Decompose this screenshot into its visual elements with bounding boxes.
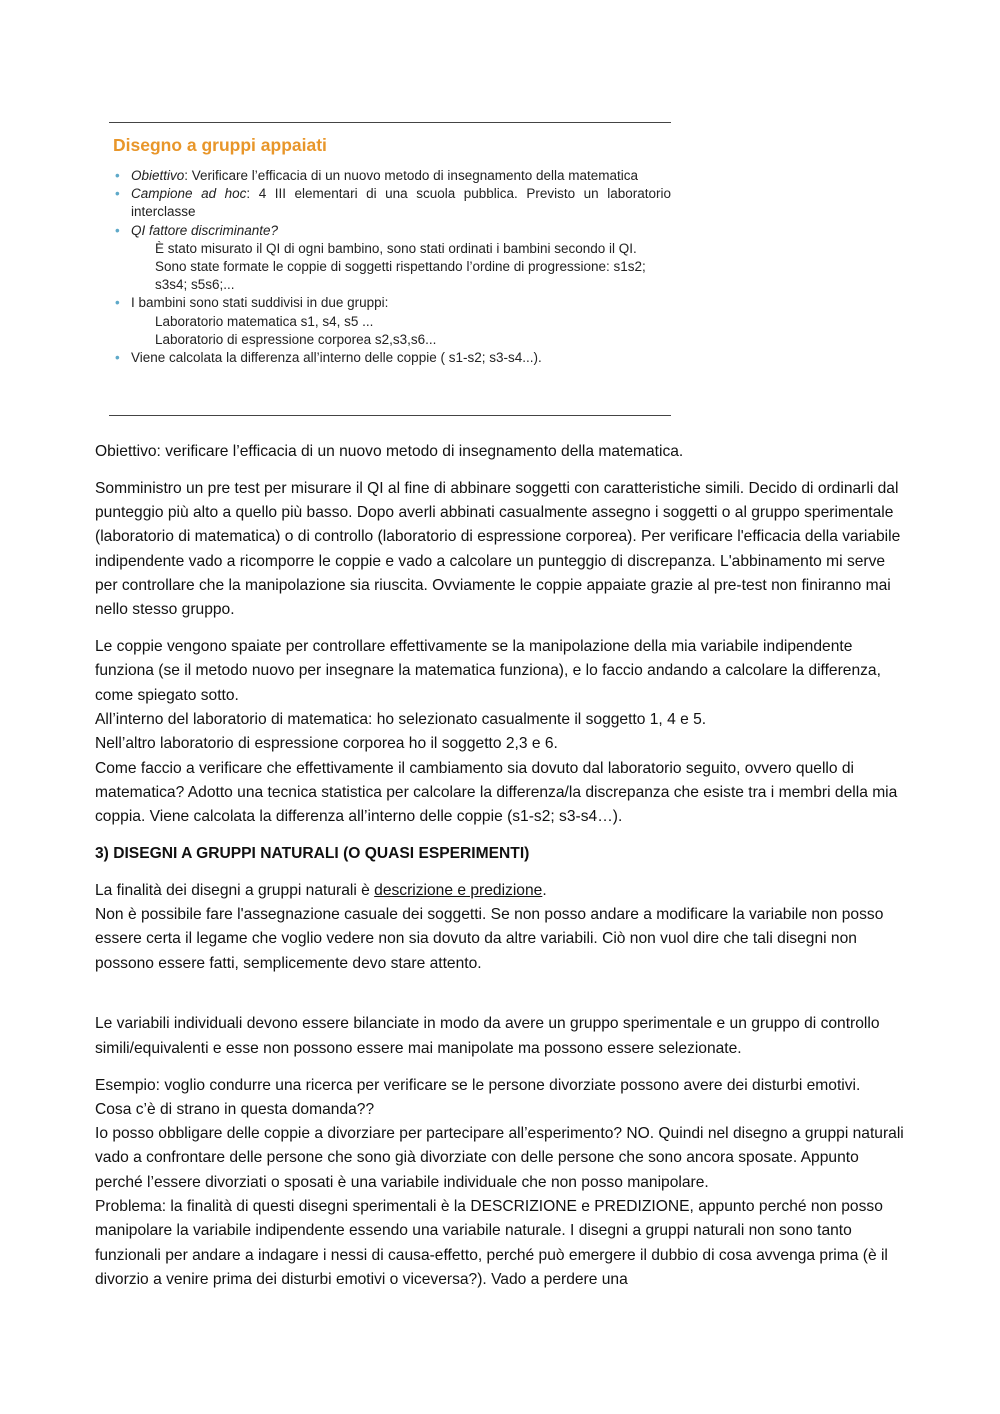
bullet-label: Obiettivo [131, 168, 185, 183]
section-heading: 3) DISEGNI A GRUPPI NATURALI (O QUASI ESPERIMENTI) [95, 844, 530, 862]
sub-item: Laboratorio matematica s1, s4, s5 ... [155, 313, 374, 329]
slide-bullet-item [113, 349, 671, 367]
bullet-icon: • [115, 295, 120, 311]
paragraph-group [95, 1074, 905, 1293]
document-body [95, 440, 905, 1305]
paragraph: Obiettivo: verificare l’efficacia di un nuovo metodo di insegnamento della matematica. [95, 443, 684, 460]
paragraph-line: Problema: la finalità di questi disegni sperimentali è la DESCRIZIONE e PREDIZIONE, appunto perché non posso manipolare la variabile indipendente essendo una variabile naturale. I disegni a gruppi naturali non sono tanto funzionali per andare a indagare i nessi di causa-effetto, perché può emergere il dubbio di cosa avvenga prima (è il divorzio a venire prima dei disturbi emotivi o viceversa?). Vado a perdere una [95, 1198, 888, 1288]
paragraph-line: Come faccio a verificare che effettivamente il cambiamento sia dovuto dal laboratorio seguito, ovvero quello di matematica? Adotto una tecnica statistica per calcolare la differenza/la discrepanza che esiste tra i membri della mia coppia. Viene calcolata la differenza all’interno delle coppie (s1-s2; s3-s4…). [95, 759, 898, 826]
slide-bullet-item [113, 167, 671, 185]
paragraph-line: Le coppie vengono spaiate per controllare effettivamente se la manipolazione della mia variabile indipendente funziona (se il metodo nuovo per insegnare la matematica funziona), e lo faccio andando a calcolare la differenza, come spiegato sotto. [95, 638, 881, 704]
paragraph-line: Cosa c’è di strano in questa domanda?? [95, 1100, 375, 1118]
paragraph-line: Esempio: voglio condurre una ricerca per verificare se le persone divorziate possono avere dei disturbi emotivi. [95, 1076, 861, 1094]
bullet-label: QI fattore discriminante? [131, 222, 279, 238]
paragraph-line: Nell’altro laboratorio di espressione corporea ho il soggetto 2,3 e 6. [95, 735, 558, 753]
bullet-text: I bambini sono stati suddivisi in due gruppi: [131, 295, 389, 311]
bullet-icon: • [115, 222, 120, 238]
paragraph-group [95, 635, 905, 829]
paragraph: Le variabili individuali devono essere bilanciate in modo da avere un gruppo sperimentale e un gruppo di controllo simili/equivalenti e esse non possono essere mai manipolate ma possono essere selezionate. [95, 1015, 880, 1057]
bullet-text: : 4 III elementari di una scuola pubblica. Previsto un laboratorio interclasse [131, 186, 671, 220]
paragraph-group [95, 879, 905, 976]
sub-item: Sono state formate le coppie di soggetti rispettando l’ordine di progressione: s1s2; s3s4; s5s6;... [155, 259, 646, 293]
bullet-text: Viene calcolata la differenza all’interno delle coppie ( s1-s2; s3-s4...). [131, 350, 542, 366]
underlined-text: descrizione e predizione [374, 881, 543, 899]
paragraph-line [95, 879, 905, 903]
slide-bullet-item [113, 185, 671, 221]
paragraph-line: Non è possibile fare l'assegnazione casuale dei soggetti. Se non posso andare a modificare la variabile non posso essere certa il legame che voglio vedere non sia dovuto da altre variabili. Ciò non vuol dire che tali disegni non possono essere fatti, semplicemente devo stare attento. [95, 906, 884, 972]
bullet-text: : Verificare l’efficacia di un nuovo metodo di insegnamento della matematica [184, 168, 639, 183]
sub-item: Laboratorio di espressione corporea s2,s3,s6... [155, 331, 437, 347]
paragraph: Somministro un pre test per misurare il QI al fine di abbinare soggetti con caratteristiche simili. Decido di ordinarli dal punteggio più alto a quello più basso. Dopo averli abbinati casualmente assegno i soggetti o al gruppo sperimentale (laboratorio di matematica) o di controllo (laboratorio di espressione corporea). Per verificare l'efficacia della variabile indipendente vado a ricomporre le coppie e vado a calcolare un punteggio di discrepanza. L'abbinamento mi serve per controllare che la manipolazione sia riuscita. Ovviamente le coppie appaiate grazie al pre-test non finiranno mai nello stesso gruppo. [95, 479, 901, 619]
slide-bullet-item [113, 222, 671, 240]
slide-bullet-list [113, 167, 671, 367]
slide-title: Disegno a gruppi appaiati [113, 135, 327, 155]
slide-figure [109, 122, 671, 416]
bullet-icon: • [115, 168, 120, 183]
paragraph-line: Io posso obbligare delle coppie a divorziare per partecipare all’esperimento? NO. Quindi nel disegno a gruppi naturali vado a confrontare delle persone che sono già divorziate con delle persone che sono ancora sposate. Appunto perché l’essere divorziati o sposati è una variabile individuale che non posso manipolare. [95, 1125, 904, 1191]
bullet-icon: • [115, 186, 120, 202]
bullet-icon: • [115, 350, 120, 366]
slide-bullet-item [113, 294, 671, 312]
text-span: . [542, 881, 547, 899]
sub-item: È stato misurato il QI di ogni bambino, sono stati ordinati i bambini secondo il QI. [155, 240, 637, 256]
spacer [95, 988, 905, 1012]
bullet-label: Campione ad hoc [131, 186, 247, 202]
paragraph-line: All’interno del laboratorio di matematica: ho selezionato casualmente il soggetto 1, 4 e 5. [95, 710, 707, 728]
text-span: La finalità dei disegni a gruppi naturali è [95, 881, 375, 899]
